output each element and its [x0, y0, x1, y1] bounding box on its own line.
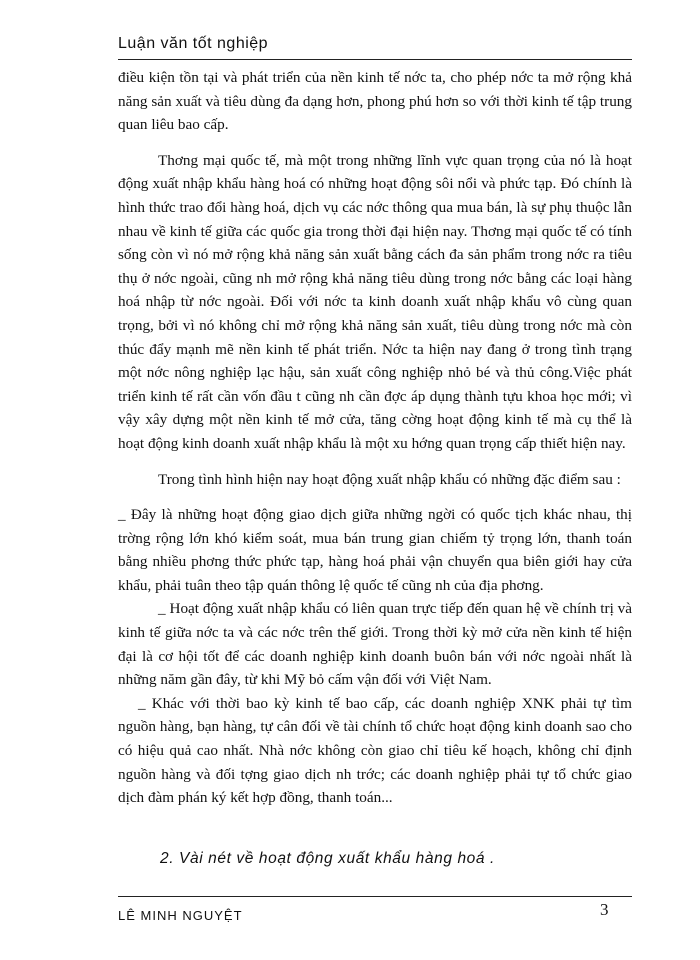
body-text — [118, 66, 632, 810]
paragraph-2: Thơng mại quốc tế, mà một trong những lĩnh vực quan trọng của nó là hoạt động xuất nhập khẩu hàng hoá có những hoạt động sôi nổi và phức tạp. Đó chính là hình thức trao đổi hàng hoá, dịch vụ các nớc thông qua mua bán, là sự phụ thuộc lẫn nhau về kinh tế giữa các quốc gia trong thời đại hiện nay. Thơng mại quốc tế có tính sống còn vì nó mở rộng khả năng sản xuất bằng cách đa sản phẩm trong nớc ra tiêu thụ ở nớc ngoài, cũng nh mở rộng khả năng tiêu dùng trong nớc bằng các loại hàng hoá nhập từ nớc ngoài. Đối với nớc ta kinh doanh xuất nhập khẩu vô cùng quan trọng, bởi vì nó không chỉ mở rộng khả năng sản xuất, tiêu dùng trong nớc mà còn thúc đẩy mạnh mẽ nền kinh tế phát triển. Nớc ta hiện nay đang ở trong tình trạng một nớc nông nghiệp lạc hậu, sản xuất công nghiệp nhỏ bé và thủ công.Việc phát triển kinh tế rất cần vốn đầu t cũng nh cần đợc áp dụng thành tựu khoa học mới; vì vậy xây dựng một nền kinh tế mở cửa, tăng cờng hoạt động kinh tế mà cụ thể là hoạt động kinh doanh xuất nhập khẩu là một xu hớng quan trọng cấp thiết hiện nay. — [118, 151, 632, 452]
header-divider — [118, 59, 632, 60]
bullet-paragraph-3: _ Khác với thời bao kỳ kinh tế bao cấp, các doanh nghiệp XNK phải tự tìm nguồn hàng, bạn hàng, tự cân đối về tài chính tổ chức hoạt động kinh doanh sao cho có hiệu quả cao nhất. Nhà nớc không còn giao chỉ tiêu kế hoạch, không chỉ định nguồn hàng và đối tợng giao dịch nh trớc; các doanh nghiệp phải tự tổ chức giao dịch đàm phán ký kết hợp đồng, thanh toán... — [118, 694, 632, 807]
running-header-title: Luận văn tốt nghiệp — [118, 35, 269, 52]
paragraph-1: điều kiện tồn tại và phát triển của nền kinh tế nớc ta, cho phép nớc ta mở rộng khả năng sản xuất và tiêu dùng đa dạng hơn, phong phú hơn so với thời kinh tế tập trung quan liêu bao cấp. — [118, 69, 632, 134]
footer-author: LÊ MINH NGUYỆT — [118, 908, 243, 922]
bullet-paragraph-1: _ Đây là những hoạt động giao dịch giữa những ngời có quốc tịch khác nhau, thị trờng rộng lớn khó kiểm soát, mua bán trung gian chiếm tỷ trọng lớn, thanh toán bằng nhiều phơng thức phức tạp, hàng hoá phải vận chuyển qua biên giới hay cửa khẩu, phải tuân theo tập quán thông lệ quốc tế cũng nh của địa phơng. — [118, 506, 632, 594]
footer-divider — [118, 896, 632, 897]
bullet-paragraph-2: _ Hoạt động xuất nhập khẩu có liên quan trực tiếp đến quan hệ về chính trị và kinh tế giữa nớc ta và các nớc trên thế giới. Trong thời kỳ mở cửa nền kinh tế hiện đại là cơ hội tốt để các doanh nghiệp kinh doanh buôn bán với nớc ngoài nhất là những năm gần đây, từ khi Mỹ bỏ cấm vận đối với Việt Nam. — [118, 600, 632, 689]
page-number: 3 — [600, 900, 609, 919]
section-subheading: 2. Vài nét về hoạt động xuất khẩu hàng hoá . — [160, 850, 495, 867]
paragraph-3: Trong tình hình hiện nay hoạt động xuất nhập khẩu có những đặc điểm sau : — [158, 470, 621, 488]
